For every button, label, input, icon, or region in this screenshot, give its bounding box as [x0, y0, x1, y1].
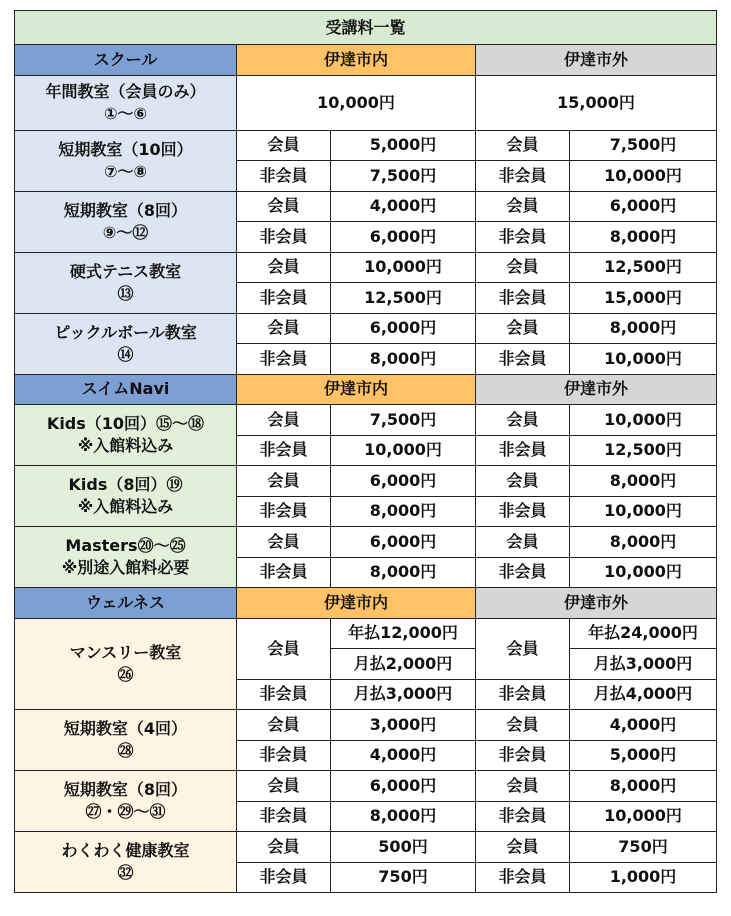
- title-row: [15, 11, 717, 45]
- class-name: 硬式テニス教室: [69, 261, 182, 281]
- class-name-cell: [15, 313, 237, 374]
- section-label-wellness: ウェルネス: [15, 588, 237, 619]
- member-label: 会員: [237, 832, 331, 863]
- fee-in-member: 6,000円: [331, 527, 476, 558]
- section-header-wellness: [15, 588, 717, 619]
- class-name: Kids（10回）⑮〜⑱: [46, 414, 205, 434]
- fee-out-nonmember: 月払4,000円: [570, 679, 717, 710]
- fee-out-nonmember: 10,000円: [570, 557, 717, 588]
- nonmember-label: 非会員: [476, 557, 570, 588]
- member-label: 会員: [237, 527, 331, 558]
- header-out-city: 伊達市外: [476, 45, 717, 76]
- fee-in-nonmember: 6,000円: [331, 222, 476, 253]
- member-label: 会員: [237, 130, 331, 161]
- class-name-cell: [15, 771, 237, 832]
- member-row: [15, 252, 717, 283]
- nonmember-label: 非会員: [476, 161, 570, 192]
- class-number: ※入館料込み: [77, 436, 174, 455]
- nonmember-label: 非会員: [476, 801, 570, 832]
- class-number: ⑦〜⑧: [103, 161, 148, 181]
- fee-out-member: 7,500円: [570, 130, 717, 161]
- fee-in-nonmember: 12,500円: [331, 283, 476, 314]
- fee-in-member: 500円: [331, 832, 476, 863]
- class-number: ⑨〜⑫: [102, 222, 149, 242]
- member-label: 会員: [237, 405, 331, 436]
- nonmember-label: 非会員: [237, 679, 331, 710]
- class-number: ①〜⑥: [103, 103, 148, 123]
- member-row: [15, 313, 717, 344]
- fee-in-city: 10,000円: [237, 75, 476, 130]
- member-row: [15, 191, 717, 222]
- nonmember-label: 非会員: [237, 283, 331, 314]
- member-label: 会員: [476, 130, 570, 161]
- member-label: 会員: [237, 191, 331, 222]
- fee-out-member-monthly: 月払3,000円: [570, 649, 717, 680]
- fee-in-member: 5,000円: [331, 130, 476, 161]
- fee-in-nonmember: 8,000円: [331, 557, 476, 588]
- class-name-cell: [15, 191, 237, 252]
- class-name: 短期教室（4回）: [63, 719, 188, 739]
- class-name: 短期教室（10回）: [58, 139, 193, 159]
- member-label: 会員: [476, 832, 570, 863]
- fee-out-nonmember: 5,000円: [570, 740, 717, 771]
- member-label: 会員: [476, 710, 570, 741]
- fee-out-nonmember: 8,000円: [570, 222, 717, 253]
- fee-in-member: 10,000円: [331, 252, 476, 283]
- class-name: わくわく健康教室: [61, 841, 190, 861]
- nonmember-label: 非会員: [476, 496, 570, 527]
- nonmember-label: 非会員: [476, 862, 570, 893]
- fee-in-nonmember: 4,000円: [331, 740, 476, 771]
- fee-out-member: 8,000円: [570, 527, 717, 558]
- section-label-school: スクール: [15, 45, 237, 76]
- fee-in-nonmember: 8,000円: [331, 496, 476, 527]
- nonmember-label: 非会員: [237, 801, 331, 832]
- class-name: 短期教室（8回）: [63, 200, 188, 220]
- section-header-school: [15, 45, 717, 76]
- member-label: 会員: [476, 191, 570, 222]
- fee-out-nonmember: 10,000円: [570, 161, 717, 192]
- header-out-city: 伊達市外: [476, 374, 717, 405]
- member-row: [15, 771, 717, 802]
- fee-in-member: 3,000円: [331, 710, 476, 741]
- nonmember-label: 非会員: [237, 161, 331, 192]
- nonmember-label: 非会員: [476, 283, 570, 314]
- fee-out-member-yearly: 年払24,000円: [570, 618, 717, 649]
- table-title: 受講料一覧: [15, 11, 717, 45]
- fee-out-nonmember: 10,000円: [570, 801, 717, 832]
- fee-in-nonmember: 8,000円: [331, 344, 476, 375]
- fee-out-nonmember: 1,000円: [570, 862, 717, 893]
- fee-in-nonmember: 7,500円: [331, 161, 476, 192]
- fee-in-member: 6,000円: [331, 771, 476, 802]
- member-row: [15, 466, 717, 497]
- fee-out-member: 4,000円: [570, 710, 717, 741]
- member-label: 会員: [476, 618, 570, 679]
- fee-out-member: 8,000円: [570, 313, 717, 344]
- class-number: ⑭: [117, 344, 134, 364]
- class-name-cell: [15, 405, 237, 466]
- fee-in-nonmember: 750円: [331, 862, 476, 893]
- fee-in-nonmember: 10,000円: [331, 435, 476, 466]
- class-name: 年間教室（会員のみ）: [45, 81, 206, 101]
- member-label: 会員: [237, 618, 331, 679]
- nonmember-label: 非会員: [237, 435, 331, 466]
- member-label: 会員: [237, 252, 331, 283]
- class-name-cell: [15, 527, 237, 588]
- class-name-cell: [15, 75, 237, 130]
- class-number: ⑬: [117, 283, 134, 303]
- member-label: 会員: [237, 771, 331, 802]
- member-label: 会員: [476, 527, 570, 558]
- nonmember-label: 非会員: [237, 222, 331, 253]
- member-row: [15, 130, 717, 161]
- fee-out-nonmember: 15,000円: [570, 283, 717, 314]
- member-label: 会員: [476, 252, 570, 283]
- nonmember-label: 非会員: [476, 679, 570, 710]
- member-row: [15, 527, 717, 558]
- fee-out-nonmember: 10,000円: [570, 496, 717, 527]
- fee-out-city: 15,000円: [476, 75, 717, 130]
- header-out-city: 伊達市外: [476, 588, 717, 619]
- class-number: ㉘: [117, 741, 134, 760]
- header-in-city: 伊達市内: [237, 374, 476, 405]
- class-name: マンスリー教室: [69, 643, 182, 663]
- class-name-cell: [15, 252, 237, 313]
- fee-out-member: 10,000円: [570, 405, 717, 436]
- nonmember-label: 非会員: [237, 496, 331, 527]
- class-name-cell: [15, 466, 237, 527]
- nonmember-label: 非会員: [476, 344, 570, 375]
- class-number: ㉜: [117, 863, 134, 882]
- fee-in-nonmember: 月払3,000円: [331, 679, 476, 710]
- header-in-city: 伊達市内: [237, 588, 476, 619]
- class-number: ㉗・㉙〜㉛: [85, 802, 166, 821]
- class-name-cell: [15, 832, 237, 893]
- class-name: Masters⑳〜㉕: [65, 536, 186, 556]
- fee-out-member: 6,000円: [570, 191, 717, 222]
- class-name-cell: [15, 130, 237, 191]
- member-label: 会員: [476, 405, 570, 436]
- class-number: ※別途入館料必要: [61, 558, 190, 577]
- fee-in-member-monthly: 月払2,000円: [331, 649, 476, 680]
- fee-in-member: 6,000円: [331, 466, 476, 497]
- fee-out-nonmember: 10,000円: [570, 344, 717, 375]
- nonmember-label: 非会員: [476, 740, 570, 771]
- nonmember-label: 非会員: [237, 557, 331, 588]
- fee-out-member: 8,000円: [570, 771, 717, 802]
- fee-out-member: 750円: [570, 832, 717, 863]
- fee-in-member: 6,000円: [331, 313, 476, 344]
- class-name: ピックルボール教室: [54, 322, 197, 342]
- class-number: ※入館料込み: [77, 497, 174, 516]
- class-name: 短期教室（8回）: [63, 780, 188, 800]
- section-label-swim: スイムNavi: [15, 374, 237, 405]
- member-row: [15, 710, 717, 741]
- member-row: [15, 832, 717, 863]
- fee-table: [14, 10, 717, 893]
- member-label: 会員: [476, 313, 570, 344]
- nonmember-label: 非会員: [237, 862, 331, 893]
- annual-row: [15, 75, 717, 130]
- member-label: 会員: [237, 466, 331, 497]
- member-row: [15, 405, 717, 436]
- class-name-cell: [15, 618, 237, 710]
- nonmember-label: 非会員: [476, 435, 570, 466]
- fee-out-member: 12,500円: [570, 252, 717, 283]
- class-number: ㉖: [117, 664, 134, 684]
- fee-in-member: 7,500円: [331, 405, 476, 436]
- member-row: [15, 618, 717, 649]
- header-in-city: 伊達市内: [237, 45, 476, 76]
- fee-out-member: 8,000円: [570, 466, 717, 497]
- class-name: Kids（8回）⑲: [68, 475, 183, 495]
- nonmember-label: 非会員: [476, 222, 570, 253]
- fee-in-member-yearly: 年払12,000円: [331, 618, 476, 649]
- fee-in-member: 4,000円: [331, 191, 476, 222]
- member-label: 会員: [237, 313, 331, 344]
- nonmember-label: 非会員: [237, 344, 331, 375]
- section-header-swim: [15, 374, 717, 405]
- class-name-cell: [15, 710, 237, 771]
- nonmember-label: 非会員: [237, 740, 331, 771]
- member-label: 会員: [237, 710, 331, 741]
- member-label: 会員: [476, 771, 570, 802]
- fee-in-nonmember: 8,000円: [331, 801, 476, 832]
- fee-out-nonmember: 12,500円: [570, 435, 717, 466]
- member-label: 会員: [476, 466, 570, 497]
